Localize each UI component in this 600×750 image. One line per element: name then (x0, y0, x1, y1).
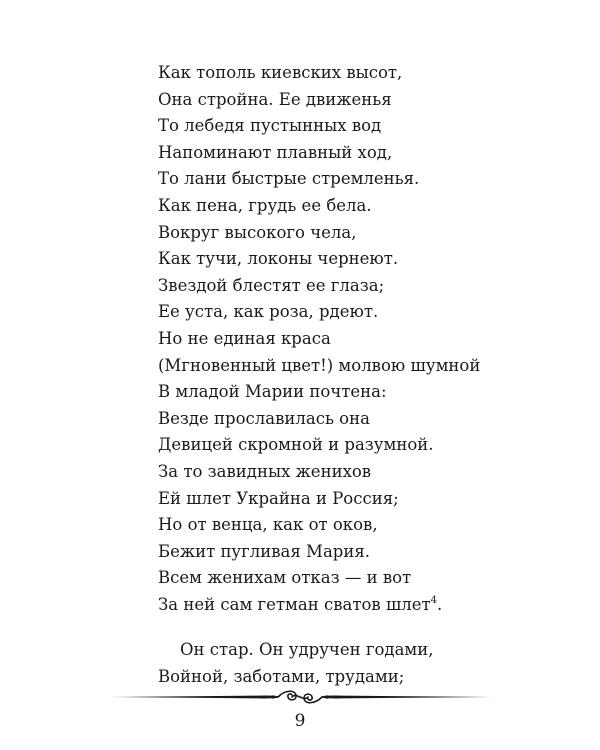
verse-line: То лебедя пустынных вод (158, 116, 382, 136)
verse-line: Но от венца, как от оков, (158, 515, 378, 535)
page-ornament-divider (108, 686, 492, 708)
verse-line: Она стройна. Ее движенья (158, 89, 392, 109)
stanza-break (158, 618, 458, 637)
divider-line-right (322, 695, 492, 698)
poem-text (158, 60, 481, 691)
verse-line: Звездой блестят ее глаза; (158, 275, 385, 295)
verse-line: Он стар. Он удручен годами, (180, 640, 434, 660)
verse-line: Девицей скромной и разумной. (158, 435, 434, 455)
verse-line: Ее уста, как роза, рдеют. (158, 302, 379, 322)
verse-line: Всем женихам отказ — и вот (158, 568, 412, 588)
verse-line: То лани быстрые стремленья. (158, 169, 420, 189)
verse-line: Везде прославилась она (158, 408, 370, 428)
verse-line: Ей шлет Украйна и Россия; (158, 488, 399, 508)
verse-line-text: За ней сам гетман сватов шлет (158, 594, 431, 614)
verse-line-with-footnote (158, 592, 458, 619)
verse-line: Бежит пугливая Мария. (158, 541, 370, 561)
verse-line-period: . (437, 594, 443, 614)
flourish-dot-left (271, 695, 275, 698)
verse-line: Войной, заботами, трудами; (158, 667, 405, 687)
flourish-dot-right (325, 695, 329, 698)
page-number: 9 (294, 711, 306, 731)
verse-line: В младой Марии почтена: (158, 382, 387, 402)
footnote-reference[interactable]: 4 (430, 594, 438, 606)
verse-line: Напоминают плавный ход, (158, 142, 393, 162)
divider-line-left (108, 695, 278, 698)
verse-line: За то завидных женихов (158, 461, 372, 481)
verse-line: Вокруг высокого чела, (158, 222, 357, 242)
verse-line: Как тучи, локоны чернеют. (158, 249, 399, 269)
verse-line: (Мгновенный цвет!) молвою шумной (158, 355, 481, 375)
verse-line: Как пена, грудь ее бела. (158, 195, 372, 215)
verse-line: Но не единая краса (158, 328, 331, 348)
verse-line: Как тополь киевских высот, (158, 63, 403, 82)
flourish-center-stem (292, 696, 308, 699)
